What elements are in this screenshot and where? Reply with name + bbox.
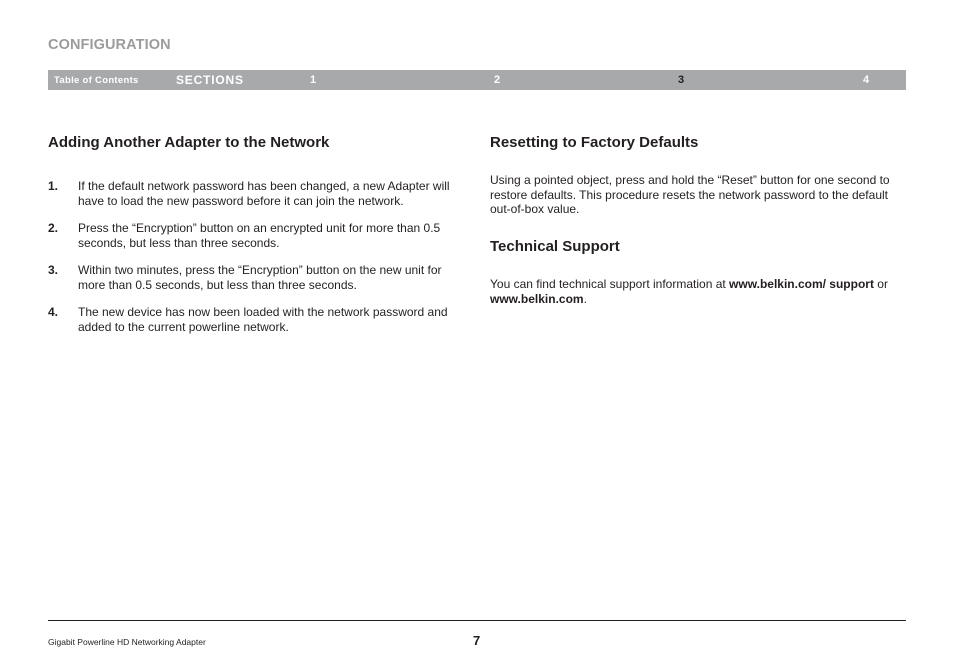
support-text-prefix: You can find technical support information at [490, 277, 730, 291]
footer-divider [48, 620, 906, 621]
footer-product-name: Gigabit Powerline HD Networking Adapter [48, 637, 206, 647]
section-title: CONFIGURATION [48, 37, 171, 53]
list-item [48, 305, 468, 334]
step-text: Within two minutes, press the “Encryption” button on the new unit for more than 0.5 seconds, but less than three seconds. [78, 263, 442, 292]
step-text: The new device has now been loaded with the network password and added to the current powerline network. [78, 305, 448, 334]
support-link-belkin[interactable]: www.belkin.com [490, 291, 584, 306]
support-paragraph [490, 277, 890, 306]
step-number: 3. [48, 263, 59, 277]
adding-adapter-heading: Adding Another Adapter to the Network [48, 134, 330, 151]
support-link-belkin-support[interactable]: www.belkin.com/ support [729, 277, 874, 291]
table-of-contents-link[interactable]: Table of Contents [54, 75, 139, 86]
section-link-2[interactable]: 2 [494, 74, 501, 86]
list-item [48, 221, 468, 250]
step-text: Press the “Encryption” button on an encrypted unit for more than 0.5 seconds, but less than three seconds. [78, 221, 441, 250]
step-text: If the default network password has been changed, a new Adapter will have to load the new password before it can join the network. [78, 179, 450, 208]
step-number: 4. [48, 305, 59, 319]
reset-heading: Resetting to Factory Defaults [490, 134, 699, 151]
steps-list [48, 179, 468, 347]
list-item [48, 179, 468, 208]
support-text-suffix: . [583, 291, 587, 306]
page-number: 7 [473, 633, 481, 648]
section-link-4[interactable]: 4 [863, 74, 870, 86]
sections-label: SECTIONS [176, 73, 244, 87]
section-link-3[interactable]: 3 [678, 74, 685, 86]
step-number: 1. [48, 179, 59, 193]
step-number: 2. [48, 221, 59, 235]
section-link-1[interactable]: 1 [310, 74, 317, 86]
section-navbar [48, 70, 906, 90]
technical-support-heading: Technical Support [490, 238, 620, 255]
list-item [48, 263, 468, 292]
reset-paragraph: Using a pointed object, press and hold the “Reset” button for one second to restore defaults. This procedure resets the network password to the default out-of-box value. [490, 173, 890, 216]
support-text-middle: or [873, 277, 888, 291]
